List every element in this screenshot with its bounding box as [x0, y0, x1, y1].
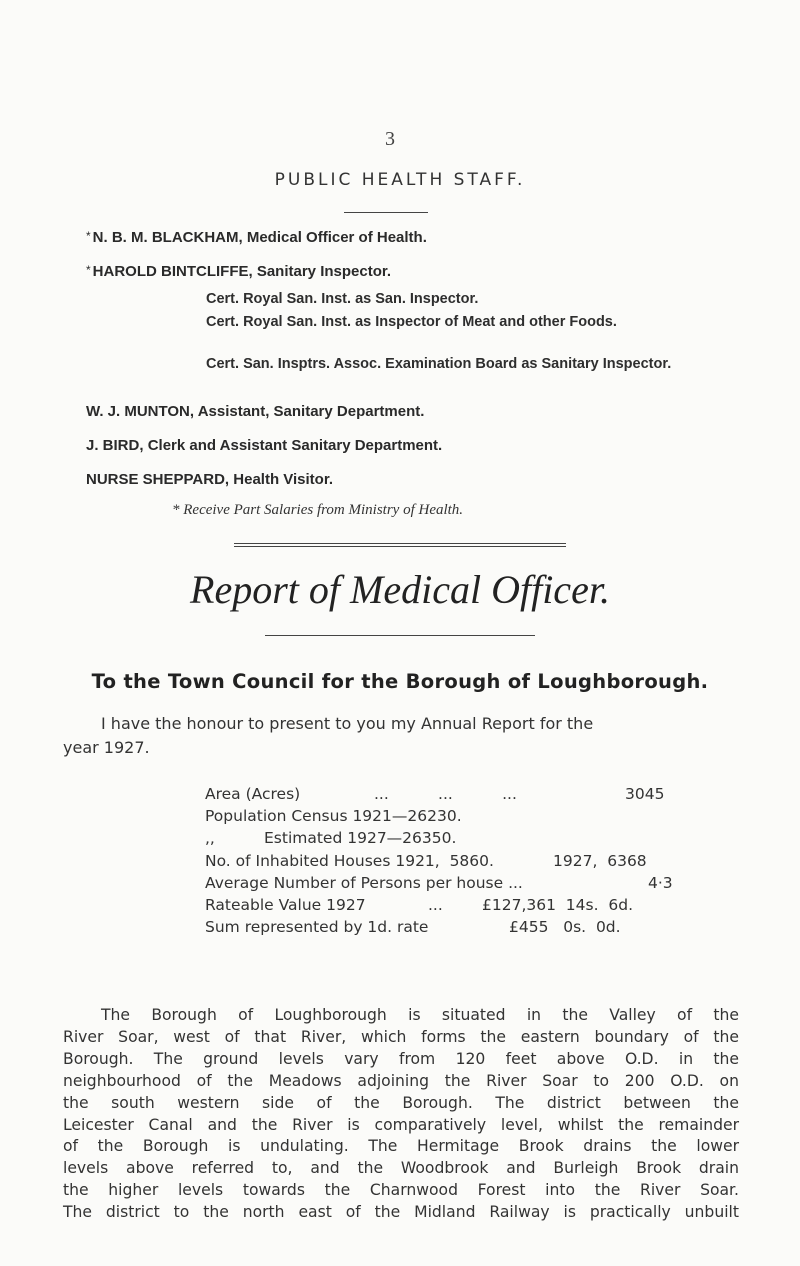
staff-name: J. BIRD,: [86, 437, 144, 454]
stat-rateable-value: £127,361 14s. 6d.: [482, 896, 634, 914]
stat-houses-1927: 1927, 6368: [553, 852, 647, 870]
stat-houses: No. of Inhabited Houses 1921, 5860.: [205, 852, 494, 870]
body-paragraph: [63, 1005, 739, 1224]
body-line: The Borough of Loughborough is situated in the Valley of the: [101, 1006, 739, 1024]
body-line: Borough. The ground levels vary from 120 feet above O.D. in the: [63, 1049, 739, 1068]
certificate-1: Cert. Royal San. Inst. as San. Inspector.: [206, 291, 479, 307]
stat-average: Average Number of Persons per house ...: [205, 874, 523, 892]
stat-average-value: 4·3: [648, 874, 673, 892]
staff-entry-bintcliffe: [86, 263, 391, 280]
footnote-star: *: [86, 229, 91, 243]
salary-footnote: * Receive Part Salaries from Ministry of Health.: [172, 502, 464, 518]
staff-name: HAROLD BINTCLIFFE,: [92, 263, 253, 280]
body-line: of the Borough is undulating. The Hermitage Brook drains the lower: [63, 1137, 739, 1156]
stat-sum: Sum represented by 1d. rate: [205, 918, 429, 936]
staff-role: Sanitary Inspector.: [256, 263, 392, 280]
stat-area: [205, 785, 300, 803]
staff-entry-bird: [86, 437, 442, 454]
staff-role: Assistant, Sanitary Department.: [197, 403, 425, 420]
body-line: levels above referred to, and the Woodbrook and Burleigh Brook drain: [63, 1159, 739, 1178]
double-divider-top: [234, 543, 566, 544]
staff-name: N. B. M. BLACKHAM,: [92, 229, 243, 246]
stat-population: Population Census 1921—26230.: [205, 807, 462, 825]
stat-sum-value: £455 0s. 0d.: [509, 918, 621, 936]
footnote-star: *: [86, 263, 91, 277]
page-heading: PUBLIC HEALTH STAFF.: [274, 170, 526, 190]
heading-divider: [344, 212, 428, 213]
page-number: 3: [385, 128, 395, 150]
stat-label: Area (Acres): [205, 785, 301, 803]
certificate-3: Cert. San. Insptrs. Assoc. Examination Board as Sanitary Inspector.: [206, 356, 672, 372]
stat-area-dots: ... ... ...: [374, 785, 517, 803]
body-line: River Soar, west of that River, which forms the eastern boundary of the: [63, 1027, 739, 1046]
stat-rateable: Rateable Value 1927: [205, 896, 366, 914]
staff-role: Clerk and Assistant Sanitary Department.: [147, 437, 443, 454]
report-title: Report of Medical Officer.: [190, 567, 610, 612]
staff-name: NURSE SHEPPARD,: [86, 471, 230, 488]
stat-estimated-prefix: ,,: [205, 829, 215, 847]
intro-line-1: I have the honour to present to you my Annual Report for the: [101, 714, 594, 733]
title-divider: [265, 635, 535, 636]
staff-entry-munton: [86, 403, 424, 420]
council-heading: To the Town Council for the Borough of Loughborough.: [91, 670, 709, 693]
body-line: The district to the north east of the Midland Railway is practically unbuilt: [63, 1203, 739, 1222]
double-divider-bottom: [234, 546, 566, 547]
intro-line-2: year 1927.: [63, 738, 150, 757]
staff-entry-blackham: [86, 229, 427, 246]
body-line: neighbourhood of the Meadows adjoining the River Soar to 200 O.D. on: [63, 1071, 739, 1090]
body-line: Leicester Canal and the River is comparatively level, whilst the remainder: [63, 1115, 739, 1134]
staff-name: W. J. MUNTON,: [86, 403, 195, 420]
staff-role: Medical Officer of Health.: [246, 229, 427, 246]
staff-role: Health Visitor.: [233, 471, 334, 488]
stat-area-value: 3045: [625, 785, 665, 803]
body-line: the south western side of the Borough. The district between the: [63, 1093, 739, 1112]
body-line: the higher levels towards the Charnwood Forest into the River Soar.: [63, 1181, 739, 1200]
stat-estimated: Estimated 1927—26350.: [264, 829, 457, 847]
certificate-2: Cert. Royal San. Inst. as Inspector of Meat and other Foods.: [206, 314, 617, 330]
stat-rateable-dots: ...: [428, 896, 443, 914]
staff-entry-sheppard: [86, 471, 333, 488]
